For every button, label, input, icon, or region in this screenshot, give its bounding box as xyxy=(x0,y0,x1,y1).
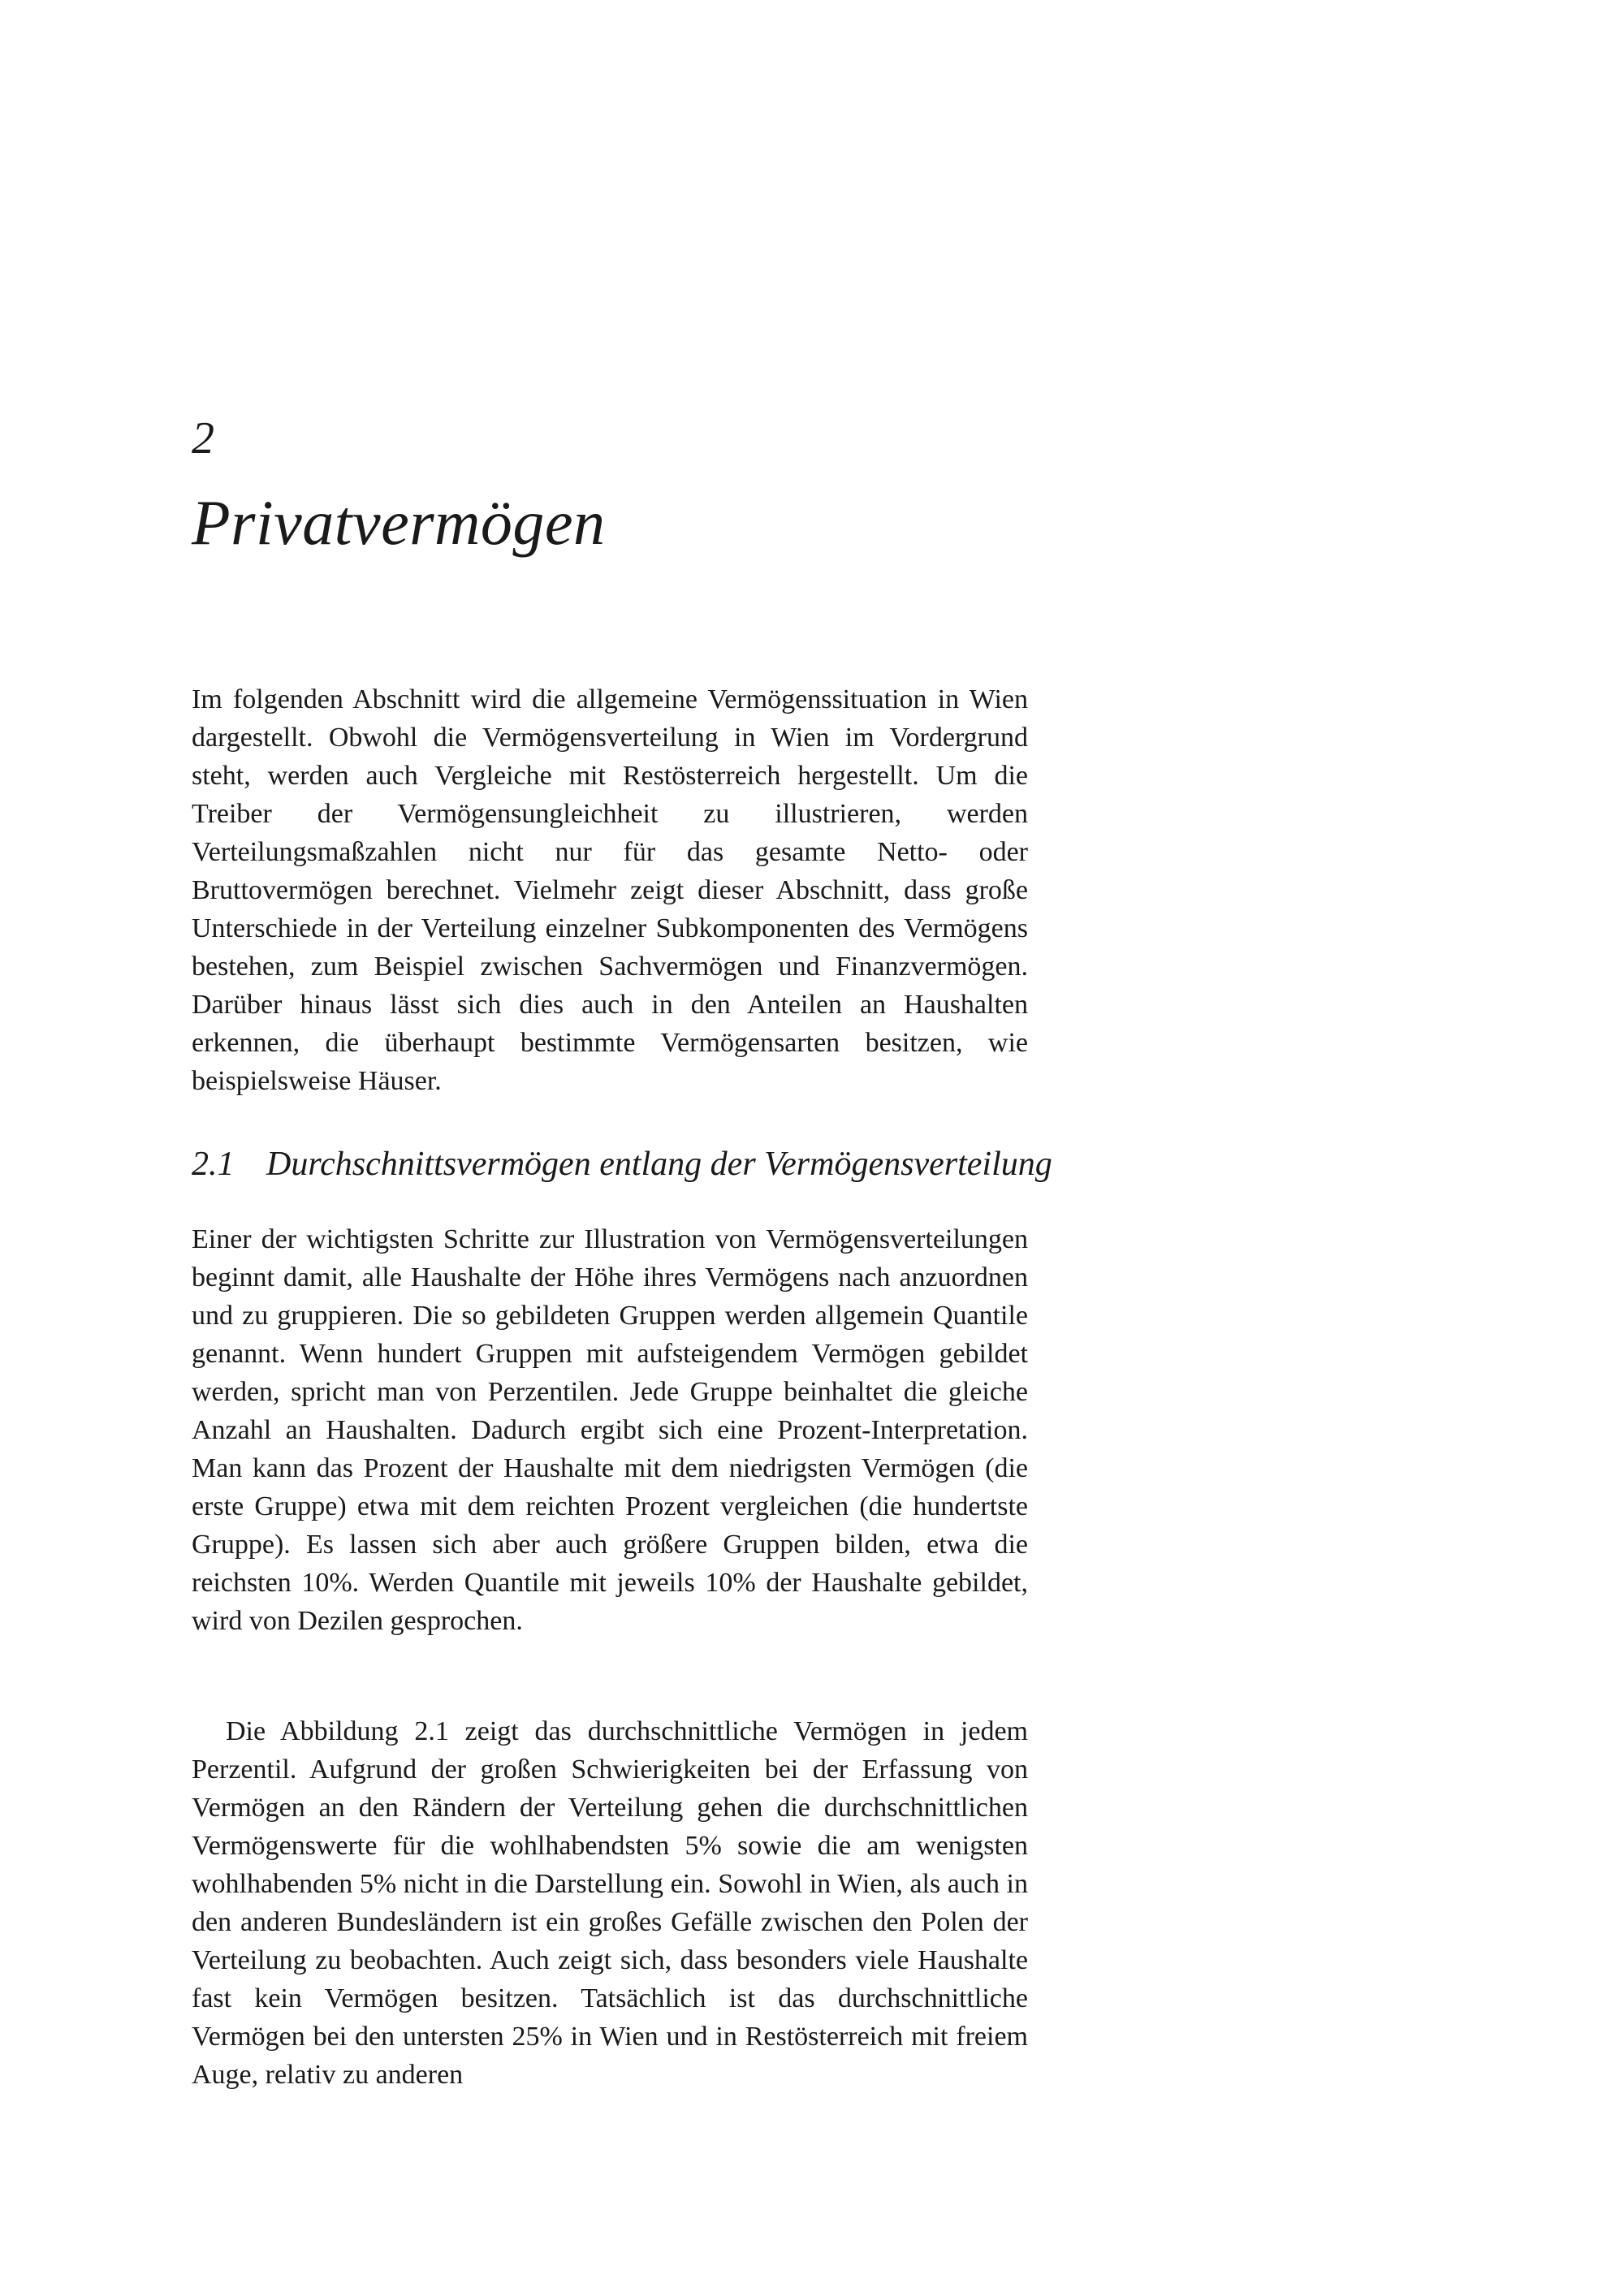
chapter-title: Privatvermögen xyxy=(192,487,606,558)
chapter-number: 2 xyxy=(192,413,214,464)
intro-section xyxy=(192,680,1028,1100)
body-paragraph: Einer der wichtigsten Schritte zur Illustration von Vermögensverteilungen beginnt damit, alle Haushalte der Höhe ihres Vermögens nach anzuordnen und zu gruppieren. Die so gebildeten Gruppen werden allgemein Quantile genannt. Wenn hundert Gruppen mit aufsteigendem Vermögen gebildet werden, spricht man von Perzentilen. Jede Gruppe beinhaltet die gleiche Anzahl an Haushalten. Dadurch ergibt sich eine Prozent-Interpretation. Man kann das Prozent der Haushalte mit dem niedrigsten Vermögen (die erste Gruppe) etwa mit dem reichten Prozent vergleichen (die hundertste Gruppe). Es lassen sich aber auch größere Gruppen bilden, etwa die reichsten 10%. Werden Quantile mit jeweils 10% der Haushalte gebildet, wird von Dezilen gesprochen. xyxy=(192,1224,1028,1636)
section-number: 2.1 xyxy=(192,1146,235,1183)
section-body-2 xyxy=(192,1712,1028,2094)
intro-paragraph: Im folgenden Abschnitt wird die allgemeine Vermögenssituation in Wien dargestellt. Obwohl die Vermögensverteilung in Wien im Vordergrund steht, werden auch Vergleiche mit Restösterreich hergestellt. Um die Treiber der Vermögensungleichheit zu illustrieren, werden Verteilungsmaßzahlen nicht nur für das gesamte Netto- oder Bruttovermögen berechnet. Vielmehr zeigt dieser Abschnitt, dass große Unterschiede in der Verteilung einzelner Subkomponenten des Vermögens bestehen, zum Beispiel zwischen Sachvermögen und Finanzvermögen. Darüber hinaus lässt sich dies auch in den Anteilen an Haushalten erkennen, die überhaupt bestimmte Vermögensarten besitzen, wie beispielsweise Häuser. xyxy=(192,684,1028,1096)
section-body-1 xyxy=(192,1220,1028,1640)
section-heading xyxy=(192,1146,1052,1183)
section-title: Durchschnittsvermögen entlang der Vermögensverteilung xyxy=(266,1146,1052,1183)
body-paragraph: Die Abbildung 2.1 zeigt das durchschnittliche Vermögen in jedem Perzentil. Aufgrund der großen Schwierigkeiten bei der Erfassung von Vermögen an den Rändern der Verteilung gehen die durchschnittlichen Vermögenswerte für die wohlhabendsten 5% sowie die am wenigsten wohlhabenden 5% nicht in die Darstellung ein. Sowohl in Wien, als auch in den anderen Bundesländern ist ein großes Gefälle zwischen den Polen der Verteilung zu beobachten. Auch zeigt sich, dass besonders viele Haushalte fast kein Vermögen besitzen. Tatsächlich ist das durchschnittliche Vermögen bei den untersten 25% in Wien und in Restösterreich mit freiem Auge, relativ zu anderen xyxy=(192,1716,1028,2090)
